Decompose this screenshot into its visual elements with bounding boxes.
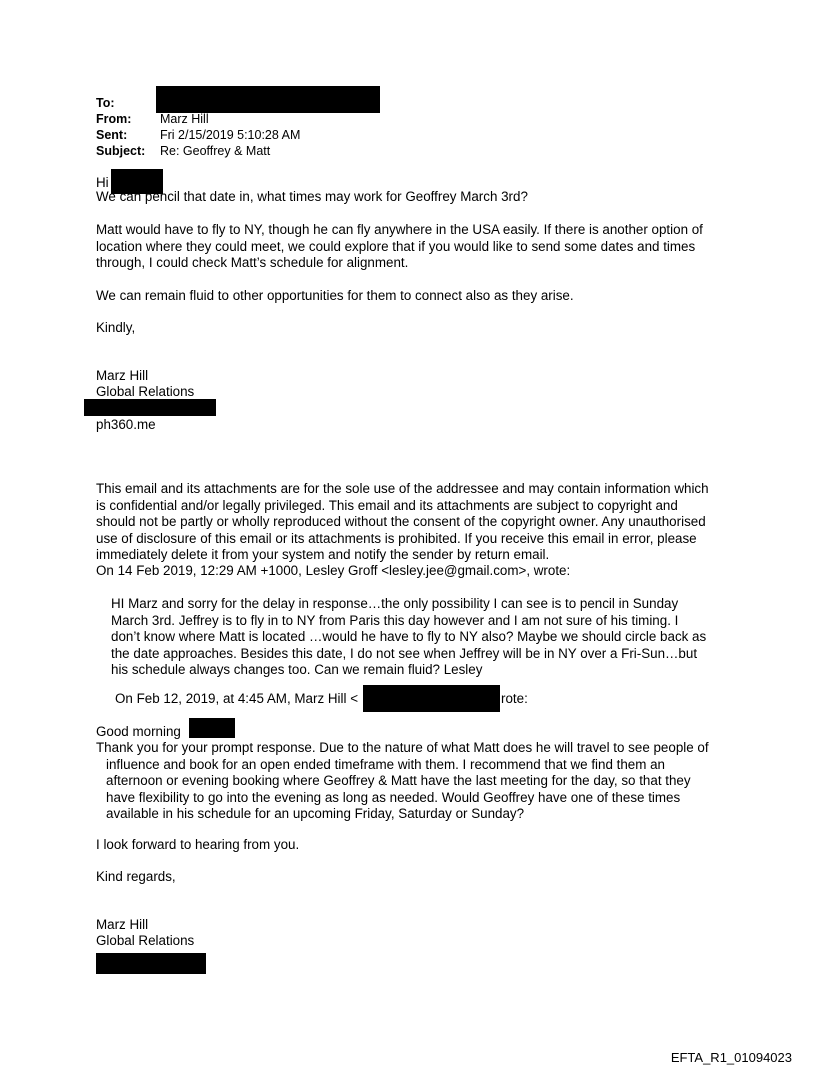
nested-quote-intro-suffix: rote:: [501, 691, 528, 706]
greeting: Hi: [96, 175, 109, 190]
closing: Kindly,: [96, 320, 136, 335]
redacted-recipient-name: [189, 718, 235, 738]
quoted-reply: HI Marz and sorry for the delay in response…the only possibility I can see is to pencil in Sunday March 3rd. Jeffrey is to fly in to NY from Paris this day however and I am not sure of his timing. I don’t know where Matt is located …would he have to fly to NY also? Maybe we should circle back as the date approaches. Besides this date, I do not see when Jeffrey will be in NY over a Fri-Sun…but his schedule always changes too. Can we remain fluid? Lesley: [111, 596, 707, 677]
signature-website: ph360.me: [96, 417, 156, 432]
message-line1: We can pencil that date in, what times may work for Geoffrey March 3rd?: [96, 189, 528, 204]
original-paragraph-1: Thank you for your prompt response. Due to the nature of what Matt does he will travel to see people of influence and book for an open ended timeframe with them. I recommend that we find them an afternoon or evening booking where Geoffrey & Matt have the last meeting for the day, so that they have flexibility to go into the evening as long as needed. Would Geoffrey have one of these times available in his schedule for an upcoming Friday, Saturday or Sunday?: [96, 740, 709, 821]
original-closing: Kind regards,: [96, 869, 176, 884]
redacted-recipient: [156, 86, 380, 113]
confidentiality-disclaimer: This email and its attachments are for the sole use of the addressee and may contain information which is confidential and/or legally privileged. This email and its attachments are subject to copyright and should not be partly or wholly reproduced without the consent of the copyright owner. Any unauthorised use of disclosure of this email or its attachments is prohibited. If you receive this email in error, please immediately delete it from your system and notify the sender by return email.: [96, 481, 709, 562]
from-value: Marz Hill: [160, 112, 209, 126]
quote-intro: On 14 Feb 2019, 12:29 AM +1000, Lesley Groff <lesley.jee@gmail.com>, wrote:: [96, 563, 571, 578]
sent-value: Fri 2/15/2019 5:10:28 AM: [160, 128, 301, 142]
original-greeting: Good morning: [96, 724, 181, 739]
document-id: EFTA_R1_01094023: [670, 1050, 792, 1065]
message-paragraph-3: We can remain fluid to other opportunities for them to connect also as they arise.: [96, 288, 574, 303]
from-label: From:: [96, 112, 132, 126]
redacted-sender-email: [363, 685, 500, 712]
original-signature-name: Marz Hill: [96, 917, 149, 932]
redacted-original-signature-email: [96, 953, 206, 974]
redacted-signature-email: [84, 399, 216, 416]
original-paragraph-2: I look forward to hearing from you.: [96, 837, 300, 852]
nested-quote-intro-prefix: On Feb 12, 2019, at 4:45 AM, Marz Hill <: [115, 691, 359, 706]
signature-name: Marz Hill: [96, 368, 149, 383]
subject-value: Re: Geoffrey & Matt: [160, 144, 271, 158]
sent-label: Sent:: [96, 128, 128, 142]
subject-label: Subject:: [96, 144, 146, 158]
to-label: To:: [96, 96, 115, 110]
message-paragraph-2: Matt would have to fly to NY, though he can fly anywhere in the USA easily. If there is another option of location where they could meet, we could explore that if you would like to send some dates and times through, I could check Matt’s schedule for alignment.: [96, 222, 703, 270]
original-signature-title: Global Relations: [96, 933, 195, 948]
signature-title: Global Relations: [96, 384, 195, 399]
